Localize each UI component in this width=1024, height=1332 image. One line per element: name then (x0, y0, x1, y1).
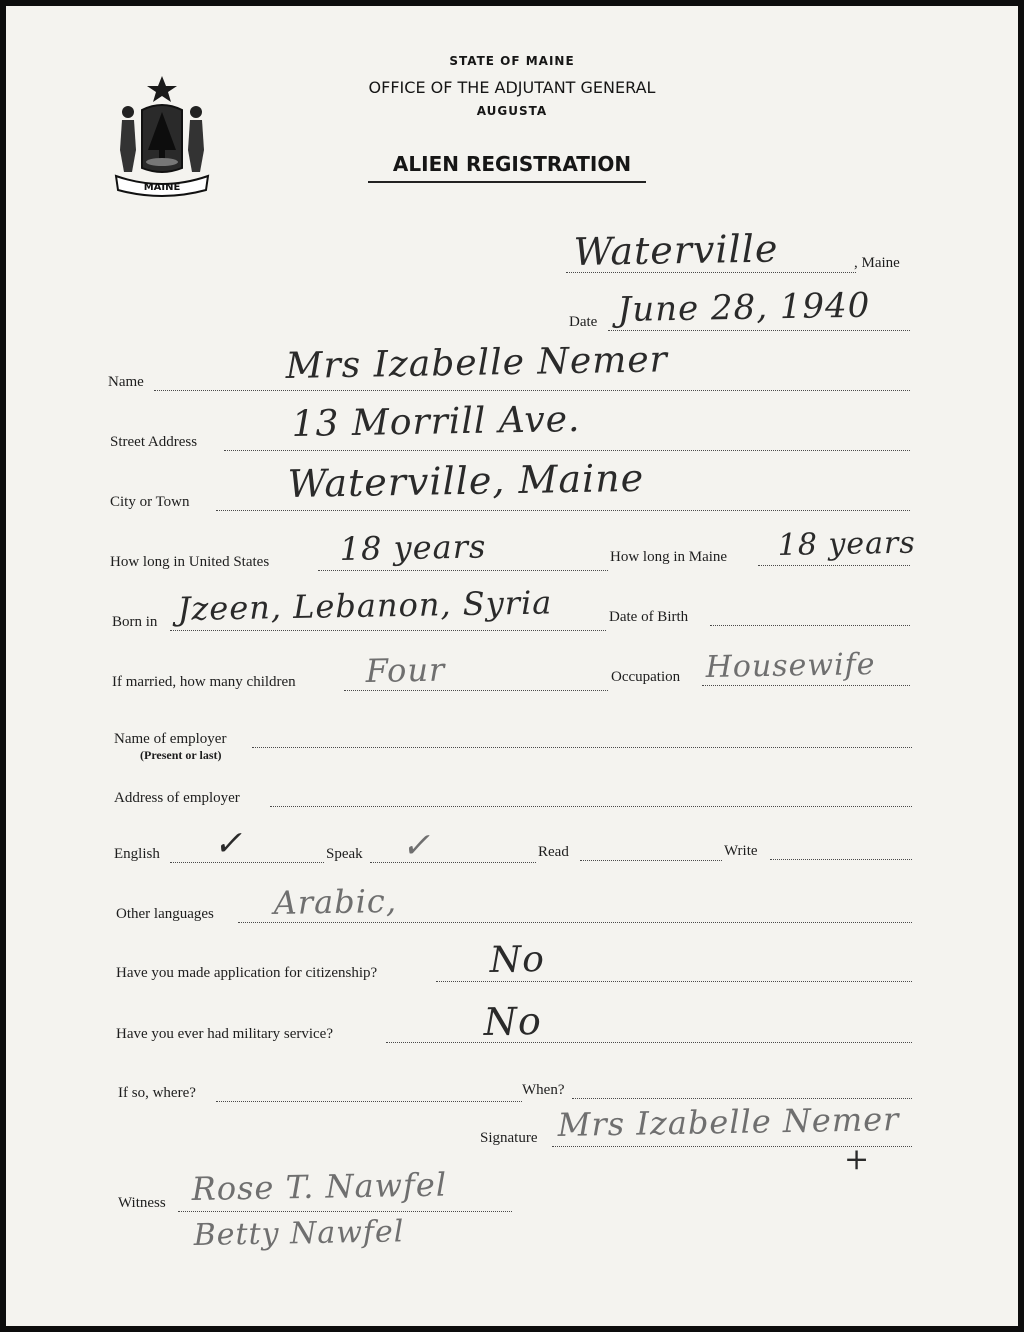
where-label: If so, where? (118, 1085, 196, 1101)
military-label: Have you ever had military service? (116, 1026, 333, 1042)
signature-mark: + (844, 1142, 871, 1177)
how-long-maine-line (758, 565, 910, 566)
born-in-line (170, 630, 606, 631)
citizenship-line (436, 981, 912, 982)
where-line (216, 1101, 522, 1102)
speak-label: Speak (326, 846, 363, 862)
occupation-line (702, 685, 910, 686)
military-line (386, 1042, 912, 1043)
city-value: Waterville, Maine (287, 455, 645, 506)
write-line (770, 859, 912, 860)
military-value: No (483, 998, 543, 1044)
write-label: Write (724, 843, 758, 859)
speak-line (370, 862, 536, 863)
witness-1-value: Rose T. Nawfel (191, 1165, 448, 1208)
english-line (170, 862, 324, 863)
date-of-birth-line (710, 625, 910, 626)
children-label: If married, how many children (112, 674, 296, 690)
title-underline (368, 181, 646, 183)
employer-note: (Present or last) (140, 748, 222, 762)
other-languages-label: Other languages (116, 906, 214, 922)
form-title: ALIEN REGISTRATION (392, 152, 632, 176)
children-line (344, 690, 608, 691)
header-city: AUGUSTA (476, 104, 548, 118)
witness-label: Witness (118, 1195, 166, 1211)
speak-mark: ✓ (401, 825, 432, 866)
citizenship-value: No (489, 939, 546, 981)
name-line (154, 390, 910, 391)
maine-label: , Maine (854, 255, 900, 271)
date-value: June 28, 1940 (617, 285, 871, 330)
english-mark: ✓ (213, 823, 244, 864)
when-line (572, 1098, 912, 1099)
how-long-maine-value: 18 years (777, 525, 917, 563)
name-label: Name (108, 374, 144, 390)
how-long-us-label: How long in United States (110, 554, 270, 570)
city-line (216, 510, 910, 511)
signature-label: Signature (480, 1130, 538, 1146)
witness-line (178, 1211, 512, 1212)
employer-label: Name of employer (114, 731, 227, 747)
when-label: When? (522, 1082, 565, 1098)
street-value: 13 Morrill Ave. (291, 398, 581, 445)
read-line (580, 860, 722, 861)
state-seal-icon (108, 72, 216, 198)
how-long-maine-label: How long in Maine (610, 549, 728, 565)
employer-address-line (270, 806, 912, 807)
date-line (608, 330, 910, 331)
occupation-label: Occupation (611, 669, 681, 685)
children-value: Four (365, 650, 446, 690)
other-languages-line (238, 922, 912, 923)
employer-address-label: Address of employer (114, 790, 240, 806)
witness-2-value: Betty Nawfel (193, 1214, 405, 1253)
date-label: Date (569, 314, 598, 330)
read-label: Read (538, 844, 569, 860)
seal-lettering: MAINE (143, 182, 181, 193)
street-label: Street Address (110, 434, 198, 450)
street-line (224, 450, 910, 451)
date-of-birth-label: Date of Birth (609, 609, 689, 625)
how-long-us-line (318, 570, 608, 571)
born-in-label: Born in (112, 614, 158, 630)
english-label: English (114, 846, 160, 862)
how-long-us-value: 18 years (339, 527, 487, 568)
city-label: City or Town (110, 494, 190, 510)
employer-line (252, 747, 912, 748)
header-office: OFFICE OF THE ADJUTANT GENERAL (368, 78, 656, 97)
registration-form (6, 6, 1018, 1326)
other-languages-value: Arabic, (273, 881, 398, 922)
occupation-value: Housewife (705, 647, 876, 685)
citizenship-label: Have you made application for citizenship? (116, 965, 378, 981)
header-state: STATE OF MAINE (449, 54, 575, 68)
town-value: Waterville (573, 226, 779, 274)
born-in-value: Jzeen, Lebanon, Syria (177, 583, 553, 628)
signature-value: Mrs Izabelle Nemer (557, 1100, 900, 1144)
name-value: Mrs Izabelle Nemer (285, 339, 669, 387)
